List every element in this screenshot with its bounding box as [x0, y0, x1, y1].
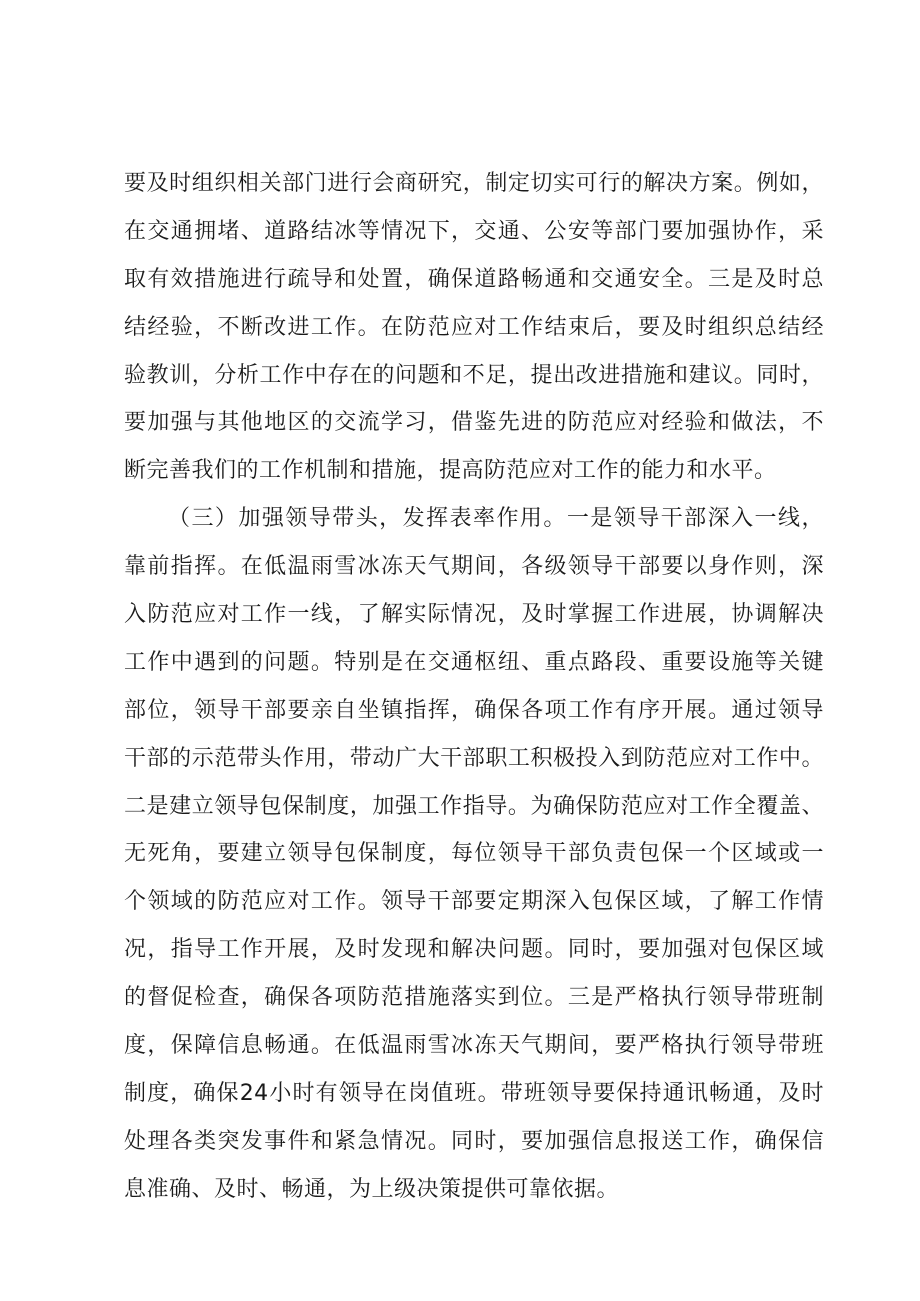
text-line: 验教训，分析工作中存在的问题和不足，提出改进措施和建议。同时， — [124, 362, 824, 388]
text-line: 处理各类突发事件和紧急情况。同时，要加强信息报送工作，确保信 — [124, 1128, 824, 1154]
text-line: 无死角，要建立领导包保制度，每位领导干部负责包保一个区域或一 — [124, 841, 824, 867]
text-line: 结经验，不断改进工作。在防范应对工作结束后，要及时组织总结经 — [124, 314, 824, 340]
text-line: 入防范应对工作一线，了解实际情况，及时掌握工作进展，协调解决 — [124, 602, 824, 628]
text-line: 个领域的防范应对工作。领导干部要定期深入包保区域，了解工作情 — [124, 889, 824, 915]
text-line: 在交通拥堵、道路结冰等情况下，交通、公安等部门要加强协作，采 — [124, 218, 824, 244]
paragraph-2 — [124, 495, 824, 1213]
text-line: 靠前指挥。在低温雨雪冰冻天气期间，各级领导干部要以身作则，深 — [124, 554, 824, 580]
text-line: 断完善我们的工作机制和措施，提高防范应对工作的能力和水平。 — [124, 458, 777, 484]
text-line: 的督促检查，确保各项防范措施落实到位。三是严格执行领导带班制 — [124, 985, 824, 1011]
text-line: 二是建立领导包保制度，加强工作指导。为确保防范应对工作全覆盖、 — [124, 793, 824, 819]
document-body — [124, 160, 824, 1214]
paragraph-1 — [124, 160, 824, 495]
text-line: 度，保障信息畅通。在低温雨雪冰冻天气期间，要严格执行领导带班 — [124, 1033, 824, 1059]
text-line: 工作中遇到的问题。特别是在交通枢纽、重点路段、重要设施等关键 — [124, 649, 824, 675]
text-line: 要加强与其他地区的交流学习，借鉴先进的防范应对经验和做法，不 — [124, 410, 824, 436]
text-line: 要及时组织相关部门进行会商研究，制定切实可行的解决方案。例如， — [124, 171, 824, 196]
text-line: 制度，确保24小时有领导在岗值班。带班领导要保持通讯畅通，及时 — [124, 1080, 824, 1106]
section-heading-line: （三）加强领导带头，发挥表率作用。一是领导干部深入一线， — [168, 506, 824, 532]
text-line: 况，指导工作开展，及时发现和解决问题。同时，要加强对包保区域 — [124, 937, 824, 963]
text-line: 取有效措施进行疏导和处置，确保道路畅通和交通安全。三是及时总 — [124, 266, 824, 292]
text-line: 干部的示范带头作用，带动广大干部职工积极投入到防范应对工作中。 — [124, 745, 824, 771]
text-line: 息准确、及时、畅通，为上级决策提供可靠依据。 — [124, 1176, 620, 1202]
text-line: 部位，领导干部要亲自坐镇指挥，确保各项工作有序开展。通过领导 — [124, 697, 824, 723]
